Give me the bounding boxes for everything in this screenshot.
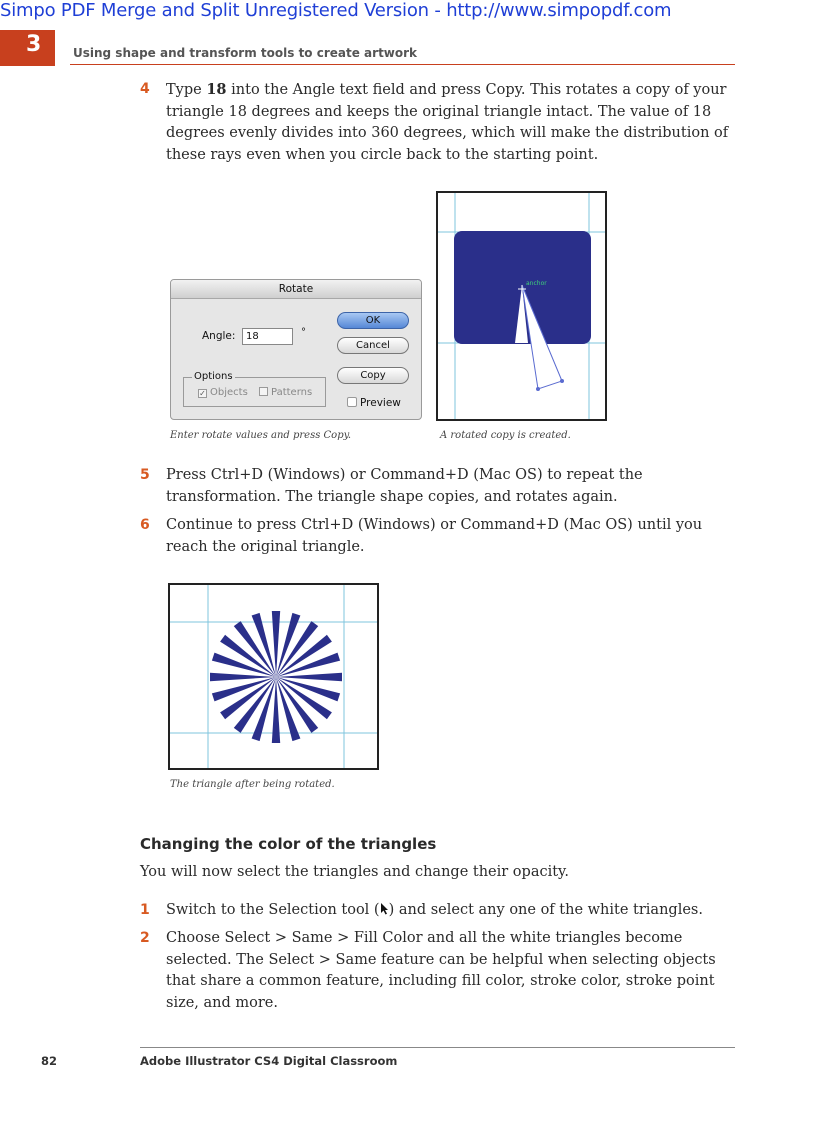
rotated-copy-figure xyxy=(436,191,607,421)
artboard-illustration xyxy=(438,193,605,419)
step-number: 1 xyxy=(140,902,150,918)
step-number: 5 xyxy=(140,467,150,483)
checkbox-icon xyxy=(259,387,268,396)
step-4 xyxy=(140,79,740,166)
rotated-copy-caption: A rotated copy is created. xyxy=(440,430,571,441)
objects-checkbox[interactable] xyxy=(198,387,248,398)
step-number: 2 xyxy=(140,930,150,946)
step-text xyxy=(166,900,740,922)
preview-label: Preview xyxy=(360,397,401,409)
anchor-label: anchor xyxy=(526,280,547,287)
angle-value-emphasis: 18 xyxy=(206,81,227,98)
angle-input[interactable]: 18 xyxy=(242,328,293,345)
ok-button[interactable]: OK xyxy=(337,312,409,329)
cancel-button[interactable]: Cancel xyxy=(337,337,409,354)
preview-checkbox[interactable] xyxy=(347,397,401,409)
burst-caption: The triangle after being rotated. xyxy=(170,779,335,790)
objects-label: Objects xyxy=(210,387,248,398)
patterns-label: Patterns xyxy=(271,387,313,398)
patterns-checkbox[interactable] xyxy=(259,387,312,398)
burst-illustration xyxy=(170,585,377,768)
dialog-caption: Enter rotate values and press Copy. xyxy=(170,430,352,441)
header-rule xyxy=(70,64,735,65)
step-text-part: ) and select any one of the white triangles. xyxy=(388,902,703,918)
footer-rule xyxy=(140,1047,735,1048)
selection-tool-icon xyxy=(380,903,389,915)
section-intro: You will now select the triangles and change their opacity. xyxy=(140,864,569,880)
step-text: Press Ctrl+D (Windows) or Command+D (Mac OS) to repeat the transformation. The triangle shape copies, and rotates again. xyxy=(166,467,643,505)
chapter-number: 3 xyxy=(26,32,42,57)
options-legend: Options xyxy=(194,371,233,382)
page-number: 82 xyxy=(41,1054,58,1068)
copy-button[interactable]: Copy xyxy=(337,367,409,384)
step-text-part: Switch to the Selection tool ( xyxy=(166,902,380,918)
checkmark-icon: ✓ xyxy=(199,389,206,398)
book-title: Adobe Illustrator CS4 Digital Classroom xyxy=(140,1054,398,1068)
running-head: Using shape and transform tools to create artwork xyxy=(73,46,418,60)
burst-figure xyxy=(168,583,379,770)
ray-burst xyxy=(210,611,342,743)
step-number: 4 xyxy=(140,81,150,97)
anchor-point xyxy=(536,387,540,391)
step-5 xyxy=(140,465,740,508)
anchor-point xyxy=(560,379,564,383)
section-title: Changing the color of the triangles xyxy=(140,835,437,853)
step-text-part: Type xyxy=(166,82,207,98)
dialog-title: Rotate xyxy=(171,280,421,299)
rotate-dialog xyxy=(170,279,422,420)
degree-symbol: ° xyxy=(301,327,306,338)
watermark-banner: Simpo PDF Merge and Split Unregistered Version - http://www.simpopdf.com xyxy=(0,0,672,21)
step-text-part: into the Angle text field and press Copy. This rotates a copy of your triangle 18 degrees and keeps the original triangle intact. The value of 18 degrees evenly divides into 360 degrees, which will make the distribution of these rays even when you circle back to the starting point. xyxy=(166,82,729,163)
step-6 xyxy=(140,515,740,558)
step-text: Continue to press Ctrl+D (Windows) or Command+D (Mac OS) until you reach the original triangle. xyxy=(166,517,703,555)
angle-label: Angle: xyxy=(202,330,236,342)
step-number: 6 xyxy=(140,517,150,533)
step-text: Choose Select > Same > Fill Color and all the white triangles become selected. The Select > Same feature can be helpful when selecting objects that share a common feature, including fill color, stroke color, stroke point size, and more. xyxy=(166,930,716,1011)
step-2 xyxy=(140,928,740,1014)
step-text xyxy=(166,79,740,166)
step-1 xyxy=(140,900,740,922)
checkbox-icon xyxy=(347,397,357,407)
